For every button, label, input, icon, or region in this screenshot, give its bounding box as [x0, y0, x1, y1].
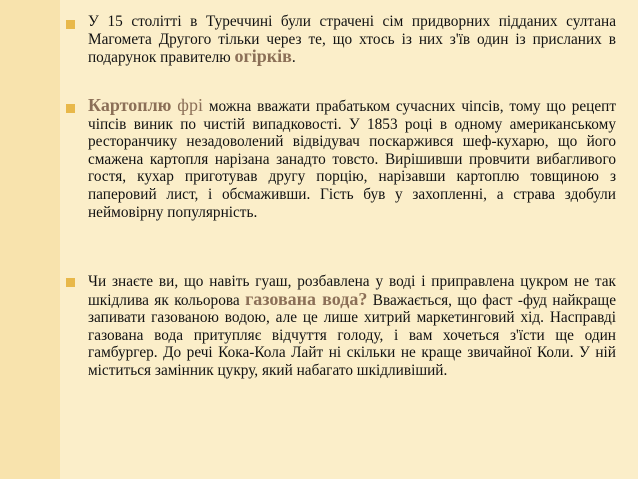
left-decorative-bar	[0, 0, 60, 479]
paragraph-text: .	[291, 49, 296, 67]
bullet-square-3	[66, 278, 75, 287]
bullet-square-1	[66, 20, 75, 29]
paragraph-fries	[88, 97, 616, 221]
paragraph-text: Чи знаєте ви, що навіть гуаш, розбавлена у воді і приправлена цукром не так шкідлива як кольорова	[88, 273, 616, 309]
paragraph-soda	[88, 273, 616, 380]
paragraph-cucumbers	[88, 13, 616, 67]
paragraph-text: Вважається, що фаст -фуд найкраще запивати газованою водою, але це лише хитрий маркетинговий хід. Насправді газована вода притупляє відчуття голоду, і вам хочеться з'їсти ще один гамбургер. До речі Кока-Кола Лайт ні скільки не краще звичайної Коли. У ній міститься замінник цукру, який набагато шкідливіший.	[88, 291, 616, 379]
paragraph-text: У 15 столітті в Туреччині були страчені сім придворних підданих султана Магомета Другого тільки через те, що хтось із них з'їв один із присланих в подарунок правителю	[88, 13, 616, 67]
highlight-potatoes: Картоплю	[88, 95, 172, 115]
paragraph-text: можна вважати прабатьком сучасних чіпсів, тому що рецепт чіпсів виник по чистій випадковості. У 1853 році в одному американському ресторанчику незадоволений відвідувач поскаржився шеф-кухарю, що його смажена картопля нарізана занадто товсто. Вирішивши провчити вибагливого гостя, кухар приготував другу порцію, нарізавши картоплю товщиною з паперовий лист, і обсмаживши. Гість був у захопленні, а страва здобули неймовірну популярність.	[88, 98, 617, 221]
highlight-soda: газована вода?	[245, 288, 368, 309]
bullet-square-2	[66, 104, 75, 113]
highlight-fries: фрі	[177, 95, 203, 115]
highlight-cucumbers: огірків	[234, 46, 292, 67]
